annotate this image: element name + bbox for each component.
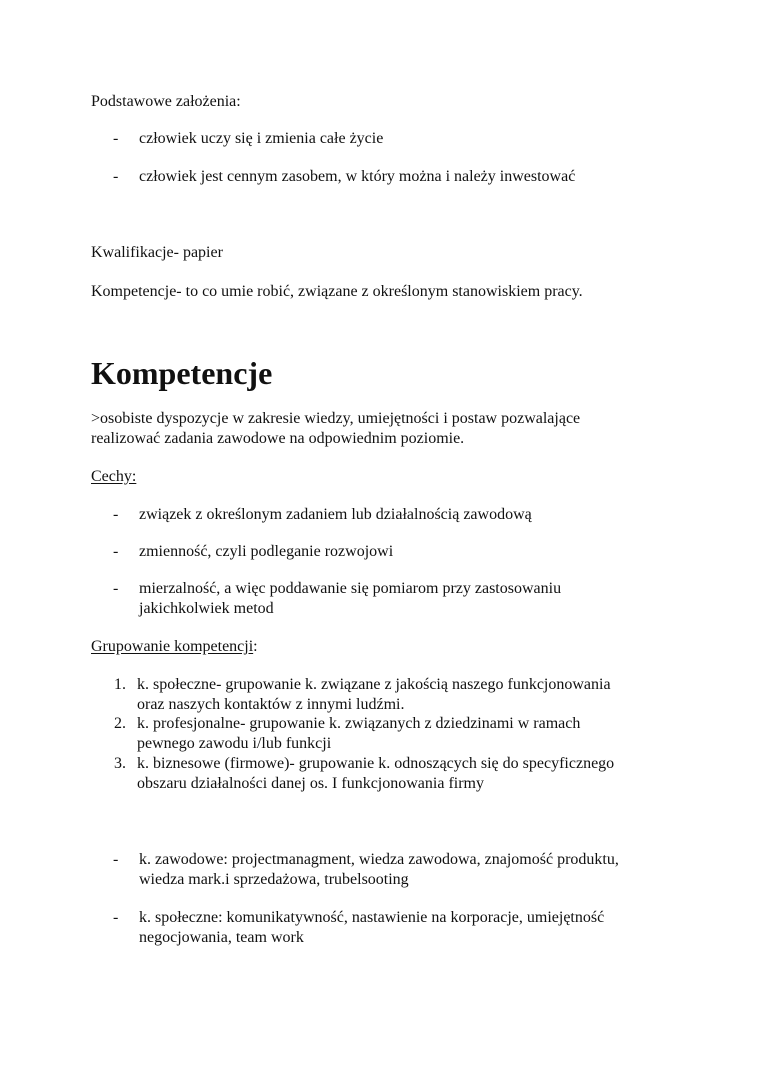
cechy-item-1: związek z określonym zadaniem lub działalnością zawodową: [139, 506, 532, 523]
example-1-line-1: k. zawodowe: projectmanagment, wiedza zawodowa, znajomość produktu,: [139, 851, 619, 868]
intro-bullet-2: człowiek jest cennym zasobem, w który można i należy inwestować: [139, 168, 576, 185]
grupowanie-item-2-line-1: k. profesjonalne- grupowanie k. związanych z dziedzinami w ramach: [137, 715, 581, 732]
list-number: 1.: [114, 676, 126, 693]
section-title: Kompetencje: [91, 355, 273, 391]
example-2-line-2: negocjowania, team work: [139, 929, 304, 946]
section-description-line-2: realizować zadania zawodowe na odpowiednim poziomie.: [91, 430, 465, 447]
grupowanie-heading-colon: :: [253, 638, 258, 655]
cechy-item-3-line-1: mierzalność, a więc poddawanie się pomiarom przy zastosowaniu: [139, 580, 562, 597]
cechy-heading: Cechy:: [91, 468, 137, 485]
kwalifikacje-definition: Kwalifikacje- papier: [91, 244, 223, 261]
bullet-dash: -: [113, 130, 119, 147]
example-1-line-2: wiedza mark.i sprzedażowa, trubelsooting: [139, 871, 409, 888]
cechy-item-3-line-2: jakichkolwiek metod: [139, 600, 274, 617]
bullet-dash: -: [113, 909, 119, 926]
bullet-dash: -: [113, 506, 119, 523]
list-number: 2.: [114, 715, 126, 732]
example-2-line-1: k. społeczne: komunikatywność, nastawienie na korporacje, umiejętność: [139, 909, 605, 926]
bullet-dash: -: [113, 580, 119, 597]
grupowanie-heading-text: Grupowanie kompetencji: [91, 638, 254, 655]
cechy-item-2: zmienność, czyli podleganie rozwojowi: [139, 543, 394, 560]
list-number: 3.: [114, 755, 126, 772]
kompetencje-definition: Kompetencje- to co umie robić, związane z określonym stanowiskiem pracy.: [91, 283, 583, 300]
intro-bullet-1: człowiek uczy się i zmienia całe życie: [139, 130, 384, 147]
bullet-dash: -: [113, 543, 119, 560]
bullet-dash: -: [113, 168, 119, 185]
grupowanie-item-3-line-2: obszaru działalności danej os. I funkcjonowania firmy: [137, 775, 484, 792]
grupowanie-item-1-line-2: oraz naszych kontaktów z innymi ludźmi.: [137, 696, 405, 713]
grupowanie-item-3-line-1: k. biznesowe (firmowe)- grupowanie k. odnoszących się do specyficznego: [137, 755, 615, 772]
grupowanie-item-1-line-1: k. społeczne- grupowanie k. związane z jakością naszego funkcjonowania: [137, 676, 611, 693]
grupowanie-heading: [91, 637, 258, 657]
bullet-dash: -: [113, 851, 119, 868]
section-description-line-1: >osobiste dyspozycje w zakresie wiedzy, umiejętności i postaw pozwalające: [91, 410, 581, 427]
intro-heading: Podstawowe założenia:: [91, 93, 241, 110]
grupowanie-item-2-line-2: pewnego zawodu i/lub funkcji: [137, 735, 332, 752]
